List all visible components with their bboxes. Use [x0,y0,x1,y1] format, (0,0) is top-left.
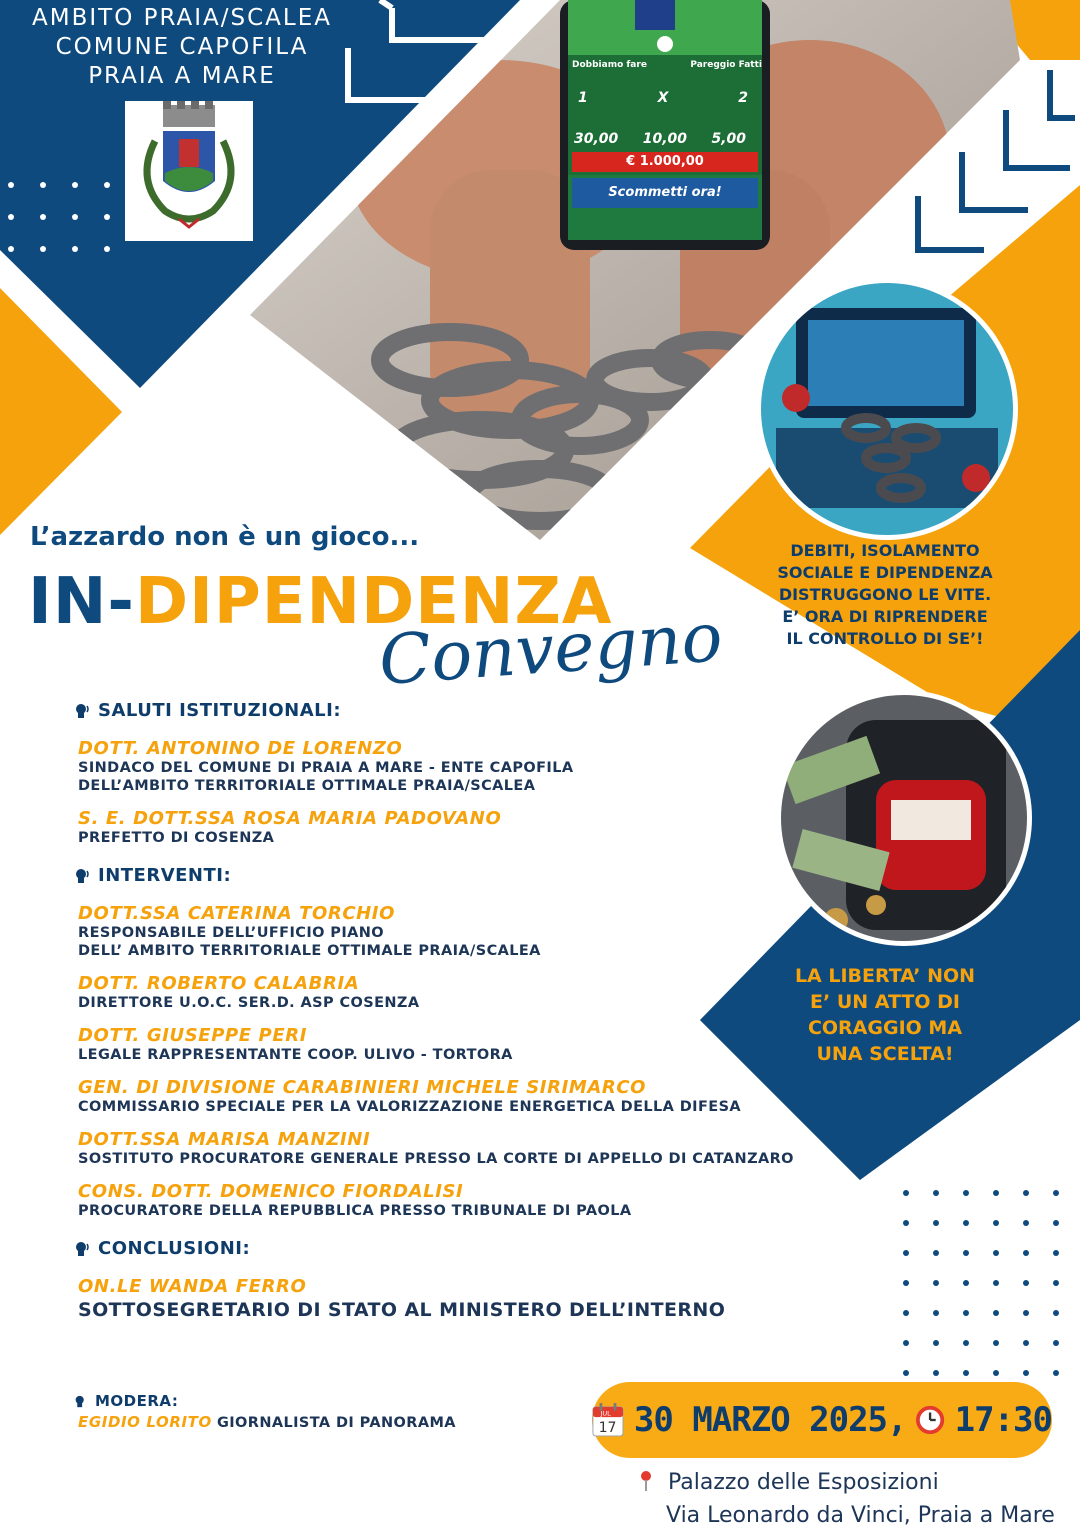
phone-right-label: Pareggio Fatti [690,60,762,70]
speaker-role: RESPONSABILE DELL’UFFICIO PIANO [78,925,384,941]
section-conclusioni [78,1238,898,1259]
chained-hands-online-gambling-image [756,278,1018,540]
speaker-role: PREFETTO DI COSENZA [78,830,275,846]
speaker-role: DIRETTORE U.O.C. SER.D. ASP COSENZA [78,995,420,1011]
speaker-entry [78,1026,898,1064]
speaker-entry [78,1130,898,1168]
section-modera [78,1392,456,1410]
speaker-entry [78,1277,898,1323]
speaker-name: DOTT. GIUSEPPE PERI [78,1025,307,1046]
phone-odd-x: 10,00 [642,131,688,147]
speaker-entry [78,1182,898,1220]
chevron-decoration-right [910,60,1080,260]
section-label: INTERVENTI: [98,865,232,886]
tagline: L’azzardo non è un gioco... [30,522,420,552]
section-label: SALUTI ISTITUZIONALI: [98,700,342,721]
speaker-role: PROCURATORE DELLA REPUBBLICA PRESSO TRIBUNALE DI PAOLA [78,1203,632,1219]
phone-option-x: X [657,90,669,106]
speaker-role: LEGALE RAPPRESENTANTE COOP. ULIVO - TORTORA [78,1047,513,1063]
message-line: E’ UN ATTO DI [810,991,960,1013]
message-line: IL CONTROLLO DI SE’! [786,629,984,648]
event-date: 30 MARZO 2025, [633,1400,907,1440]
header-line: COMUNE CAPOFILA [55,34,309,60]
event-date-badge [592,1382,1052,1458]
title-script-convegno: Convegno [376,598,725,701]
speaker-icon [74,703,90,719]
section-label: MODERA: [95,1392,179,1410]
moderator-role: GIORNALISTA DI PANORAMA [216,1415,456,1431]
speaker-name: DOTT.SSA MARISA MANZINI [78,1129,371,1150]
phone-option-2: 2 [738,90,748,106]
speaker-name: S. E. DOTT.SSA ROSA MARIA PADOVANO [78,808,502,829]
message-line: UNA SCELTA! [816,1043,954,1065]
message-debiti [752,540,1018,650]
message-line: E’ ORA DI RIPRENDERE [782,607,988,626]
event-time: 17:30 [954,1400,1052,1440]
speaker-entry [78,1078,898,1116]
header-line: PRAIA A MARE [88,63,276,89]
section-label: CONCLUSIONI: [98,1238,251,1259]
calendar-icon [592,1402,624,1438]
phone-options [578,90,748,106]
speaker-role: SOTTOSEGRETARIO DI STATO AL MINISTERO DELL’INTERNO [78,1299,726,1321]
speaker-role: DELL’ AMBITO TERRITORIALE OTTIMALE PRAIA/SCALEA [78,943,541,959]
phone-cta-button: Scommetti ora! [608,185,722,200]
message-line: CORAGGIO MA [807,1017,963,1039]
moderator [78,1392,456,1432]
phone-stake: € 1.000,00 [626,154,704,169]
location-pin-icon [638,1470,654,1492]
speaker-name: DOTT. ANTONINO DE LORENZO [78,738,403,759]
speaker-role: COMMISSARIO SPECIALE PER LA VALORIZZAZIONE ENERGETICA DELLA DIFESA [78,1099,742,1115]
message-line: DISTRUGGONO LE VITE. [778,585,992,604]
moderator-line [78,1412,456,1432]
message-line: DEBITI, ISOLAMENTO [790,541,980,560]
section-interventi [78,865,898,886]
phone-odd-1: 30,00 [574,131,619,147]
speaker-entry [78,974,898,1012]
title-part-dipendenza: DIPENDENZA [134,565,613,639]
speaker-entry [78,809,898,847]
speaker-icon [74,868,90,884]
speaker-name: ON.LE WANDA FERRO [78,1276,307,1297]
speaker-icon [74,1395,87,1408]
speaker-name: GEN. DI DIVISIONE CARABINIERI MICHELE SIRIMARCO [78,1077,647,1098]
speaker-icon [74,1241,90,1257]
speaker-role: SOSTITUTO PROCURATORE GENERALE PRESSO LA CORTE DI APPELLO DI CATANZARO [78,1151,794,1167]
speaker-entry [78,904,898,960]
venue-address: Via Leonardo da Vinci, Praia a Mare [666,1503,1055,1528]
phone-odds [574,131,746,147]
moderator-name: EGIDIO LORITO [78,1413,212,1431]
dot-grid-left [8,182,136,252]
chevron-decoration-top [340,0,490,110]
speaker-name: CONS. DOTT. DOMENICO FIORDALISI [78,1181,464,1202]
phone-header-labels [572,60,762,70]
title-part-in: IN- [28,565,135,639]
speaker-role: DELL’AMBITO TERRITORIALE OTTIMALE PRAIA/SCALEA [78,778,536,794]
message-line: LA LIBERTA’ NON [794,965,976,987]
venue-name: Palazzo delle Esposizioni [668,1470,939,1495]
municipal-crest-icon [125,101,253,241]
speaker-entry [78,739,898,795]
calendar-day: 17 [598,1420,617,1437]
speaker-name: DOTT. ROBERTO CALABRIA [78,973,360,994]
phone-left-label: Dobbiamo fare [572,60,647,70]
betting-phone [560,0,770,252]
header-line: AMBITO PRAIA/SCALEA [32,5,332,31]
speaker-name: DOTT.SSA CATERINA TORCHIO [78,903,396,924]
phone-option-1: 1 [578,90,588,106]
event-venue [640,1466,1055,1528]
phone-odd-2: 5,00 [711,131,746,147]
clock-icon [916,1405,944,1435]
dot-grid-right [903,1190,1080,1376]
speaker-role: SINDACO DEL COMUNE DI PRAIA A MARE - ENTE CAPOFILA [78,760,574,776]
calendar-month: JUL [600,1409,611,1418]
program [78,700,898,1323]
section-saluti [78,700,898,721]
header-title [0,4,364,91]
message-line: SOCIALE E DIPENDENZA [777,563,993,582]
